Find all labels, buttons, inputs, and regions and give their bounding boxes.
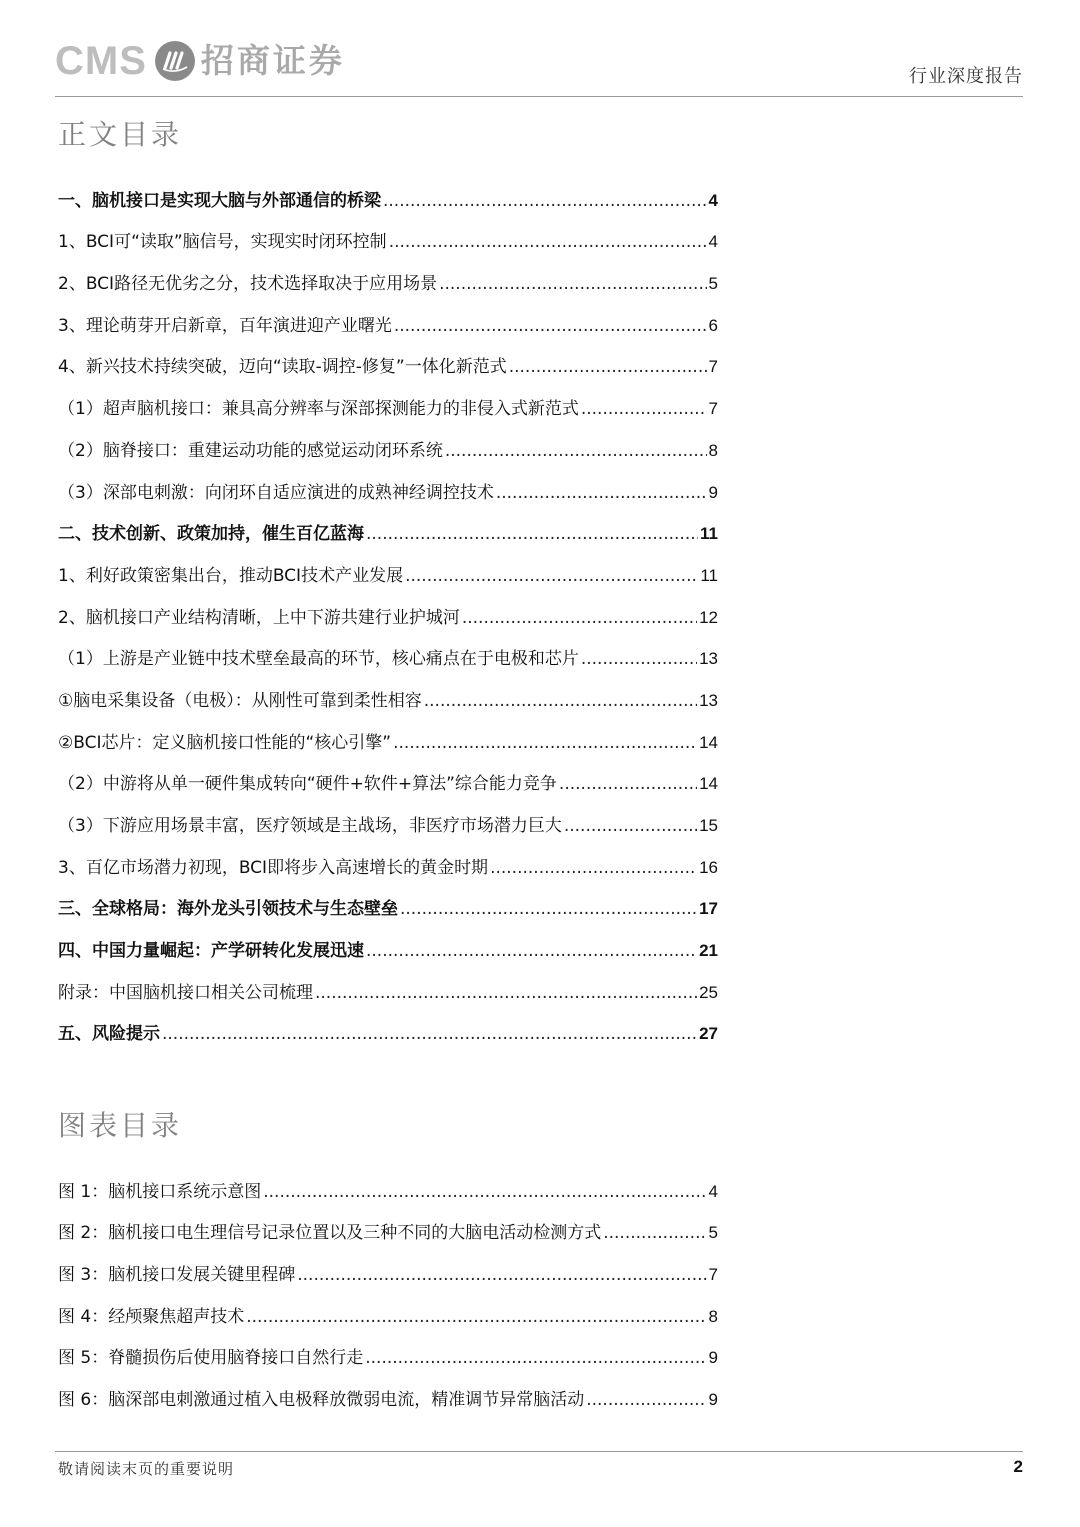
toc-entry[interactable] — [58, 340, 718, 382]
footer-disclaimer: 敬请阅读末页的重要说明 — [58, 1460, 235, 1478]
toc-entry-title: 1、利好政策密集出台，推动BCI技术产业发展 — [58, 565, 404, 586]
toc-entry-title: 三、全球格局：海外龙头引领技术与生态壁垒 — [58, 899, 398, 920]
logo-text-cn: 招商证券 — [200, 41, 345, 80]
toc-entry-title: 一、脑机接口是实现大脑与外部通信的桥梁 — [58, 190, 381, 211]
toc-entry-title: 二、技术创新、政策加持，催生百亿蓝海 — [58, 524, 364, 545]
toc-entry-title: 附录：中国脑机接口相关公司梳理 — [58, 982, 313, 1003]
toc-entry-page: 13 — [699, 649, 718, 669]
toc-entry[interactable] — [58, 840, 718, 882]
toc-entry[interactable] — [58, 673, 718, 715]
toc-entry-title: 2、脑机接口产业结构清晰，上中下游共建行业护城河 — [58, 607, 460, 628]
dot-leader — [490, 857, 697, 879]
toc-entry-title: （3）深部电刺激：向闭环自适应演进的成熟神经调控技术 — [58, 482, 494, 503]
toc-entry-page: 7 — [708, 357, 718, 377]
toc-entry-title: （3）下游应用场景丰富，医疗领域是主战场，非医疗市场潜力巨大 — [58, 816, 562, 836]
toc-entry-page: 9 — [708, 1348, 718, 1368]
toc-entry-page: 9 — [708, 482, 718, 502]
dot-leader — [162, 1023, 697, 1045]
toc-entry-title: ①脑电采集设备（电极）：从刚性可靠到柔性相容 — [58, 690, 422, 711]
toc-entry[interactable] — [58, 923, 718, 965]
header-divider — [55, 96, 1023, 97]
cms-logo — [55, 38, 345, 84]
toc-entry[interactable] — [58, 1289, 718, 1331]
toc-entry-title: （1）超声脑机接口：兼具高分辨率与深部探测能力的非侵入式新范式 — [58, 399, 579, 420]
toc-entry-page: 25 — [699, 982, 718, 1002]
toc-entry[interactable] — [58, 173, 718, 215]
toc-entry-page: 9 — [708, 1390, 718, 1410]
dot-leader — [394, 315, 707, 337]
toc-entry-page: 11 — [700, 565, 718, 585]
dot-leader — [462, 607, 697, 629]
toc-entry[interactable] — [58, 1206, 718, 1248]
dot-leader — [445, 440, 707, 462]
toc-entry-title: 1、BCI可“读取”脑信号，实现实时闭环控制 — [58, 232, 387, 253]
toc-entry[interactable] — [58, 882, 718, 924]
toc-entry-title: （2）中游将从单一硬件集成转向“硬件+软件+算法”综合能力竞争 — [58, 774, 557, 795]
dot-leader — [564, 815, 697, 837]
dot-leader — [365, 1347, 706, 1369]
toc-entry[interactable] — [58, 632, 718, 674]
dot-leader — [383, 190, 707, 212]
dot-leader — [246, 1306, 706, 1328]
toc-entry-title: 3、百亿市场潜力初现，BCI即将步入高速增长的黄金时期 — [58, 857, 489, 878]
logo-emblem-icon — [155, 41, 195, 81]
table-of-contents — [58, 173, 718, 1048]
dot-leader — [559, 773, 697, 795]
toc-entry-page: 17 — [699, 899, 718, 919]
toc-entry-page: 5 — [708, 274, 718, 294]
toc-entry[interactable] — [58, 423, 718, 465]
toc-entry-page: 15 — [699, 816, 718, 835]
toc-entry-title: （1）上游是产业链中技术壁垒最高的环节，核心痛点在于电极和芯片 — [58, 649, 579, 670]
figures-title: 图表目录 — [58, 1109, 183, 1142]
toc-entry[interactable] — [58, 1164, 718, 1206]
list-of-figures — [58, 1164, 718, 1414]
toc-entry-title: 图 2：脑机接口电生理信号记录位置以及三种不同的大脑电活动检测方式 — [58, 1223, 602, 1244]
toc-entry-title: 4、新兴技术持续突破，迈向“读取-调控-修复”一体化新范式 — [58, 357, 507, 378]
toc-entry-page: 8 — [708, 440, 718, 460]
logo-text-en: CMS — [55, 39, 147, 83]
toc-entry[interactable] — [58, 548, 718, 590]
dot-leader — [297, 1264, 706, 1286]
toc-entry-title: 图 4：经颅聚焦超声技术 — [58, 1306, 245, 1327]
toc-entry[interactable] — [58, 1007, 718, 1049]
report-type-label: 行业深度报告 — [909, 66, 1023, 87]
dot-leader — [315, 982, 697, 1004]
toc-entry[interactable] — [58, 757, 718, 799]
toc-entry-page: 14 — [699, 774, 718, 794]
page-header — [0, 0, 1080, 100]
toc-entry-page: 12 — [699, 607, 718, 627]
dot-leader — [389, 231, 707, 253]
dot-leader — [405, 565, 698, 587]
toc-entry-title: 图 1：脑机接口系统示意图 — [58, 1181, 262, 1202]
toc-entry-title: 2、BCI路径无优劣之分，技术选择取决于应用场景 — [58, 274, 438, 295]
toc-entry-page: 7 — [708, 399, 718, 419]
toc-entry-title: 3、理论萌芽开启新章，百年演进迎产业曙光 — [58, 315, 392, 336]
toc-entry-page: 4 — [708, 1181, 718, 1201]
toc-entry-title: 图 5：脊髓损伤后使用脑脊接口自然行走 — [58, 1348, 364, 1369]
page-number: 2 — [1013, 1457, 1023, 1476]
toc-entry-page: 21 — [699, 941, 718, 961]
dot-leader — [586, 1389, 706, 1411]
toc-entry[interactable] — [58, 465, 718, 507]
dot-leader — [424, 690, 697, 712]
toc-entry[interactable] — [58, 256, 718, 298]
toc-entry[interactable] — [58, 798, 718, 840]
toc-entry-page: 6 — [708, 315, 718, 335]
toc-entry-page: 14 — [699, 732, 718, 752]
dot-leader — [603, 1222, 706, 1244]
toc-entry-page: 27 — [699, 1024, 718, 1044]
toc-entry-page: 4 — [708, 190, 718, 210]
toc-entry[interactable] — [58, 1247, 718, 1289]
dot-leader — [581, 648, 697, 670]
toc-entry[interactable] — [58, 1372, 718, 1414]
toc-entry-page: 5 — [708, 1223, 718, 1243]
toc-entry[interactable] — [58, 381, 718, 423]
toc-entry[interactable] — [58, 965, 718, 1007]
dot-leader — [366, 523, 698, 545]
dot-leader — [366, 940, 697, 962]
dot-leader — [509, 356, 707, 378]
footer-divider — [55, 1451, 1023, 1452]
toc-entry-page: 13 — [699, 690, 718, 710]
dot-leader — [496, 482, 707, 504]
contents-title: 正文目录 — [58, 118, 183, 151]
toc-entry-page: 16 — [699, 857, 718, 877]
toc-entry-page: 11 — [700, 524, 718, 544]
toc-entry[interactable] — [58, 298, 718, 340]
toc-entry[interactable] — [58, 715, 718, 757]
dot-leader — [400, 898, 697, 920]
toc-entry-title: 四、中国力量崛起：产学研转化发展迅速 — [58, 941, 364, 962]
toc-entry-title: 图 3：脑机接口发展关键里程碑 — [58, 1265, 296, 1286]
toc-entry-title: 图 6：脑深部电刺激通过植入电极释放微弱电流，精准调节异常脑活动 — [58, 1390, 585, 1411]
toc-entry-title: 五、风险提示 — [58, 1024, 160, 1045]
dot-leader — [263, 1181, 706, 1203]
dot-leader — [581, 398, 707, 420]
dot-leader — [439, 273, 706, 295]
toc-entry[interactable] — [58, 590, 718, 632]
toc-entry[interactable] — [58, 507, 718, 549]
toc-entry-page: 4 — [708, 232, 718, 252]
toc-entry-page: 8 — [708, 1306, 718, 1326]
toc-entry[interactable] — [58, 1331, 718, 1373]
toc-entry-page: 7 — [708, 1265, 718, 1285]
toc-entry[interactable] — [58, 215, 718, 257]
toc-entry-title: ②BCI芯片：定义脑机接口性能的“核心引擎” — [58, 732, 392, 753]
toc-entry-title: （2）脑脊接口：重建运动功能的感觉运动闭环系统 — [58, 440, 443, 461]
dot-leader — [393, 732, 697, 754]
